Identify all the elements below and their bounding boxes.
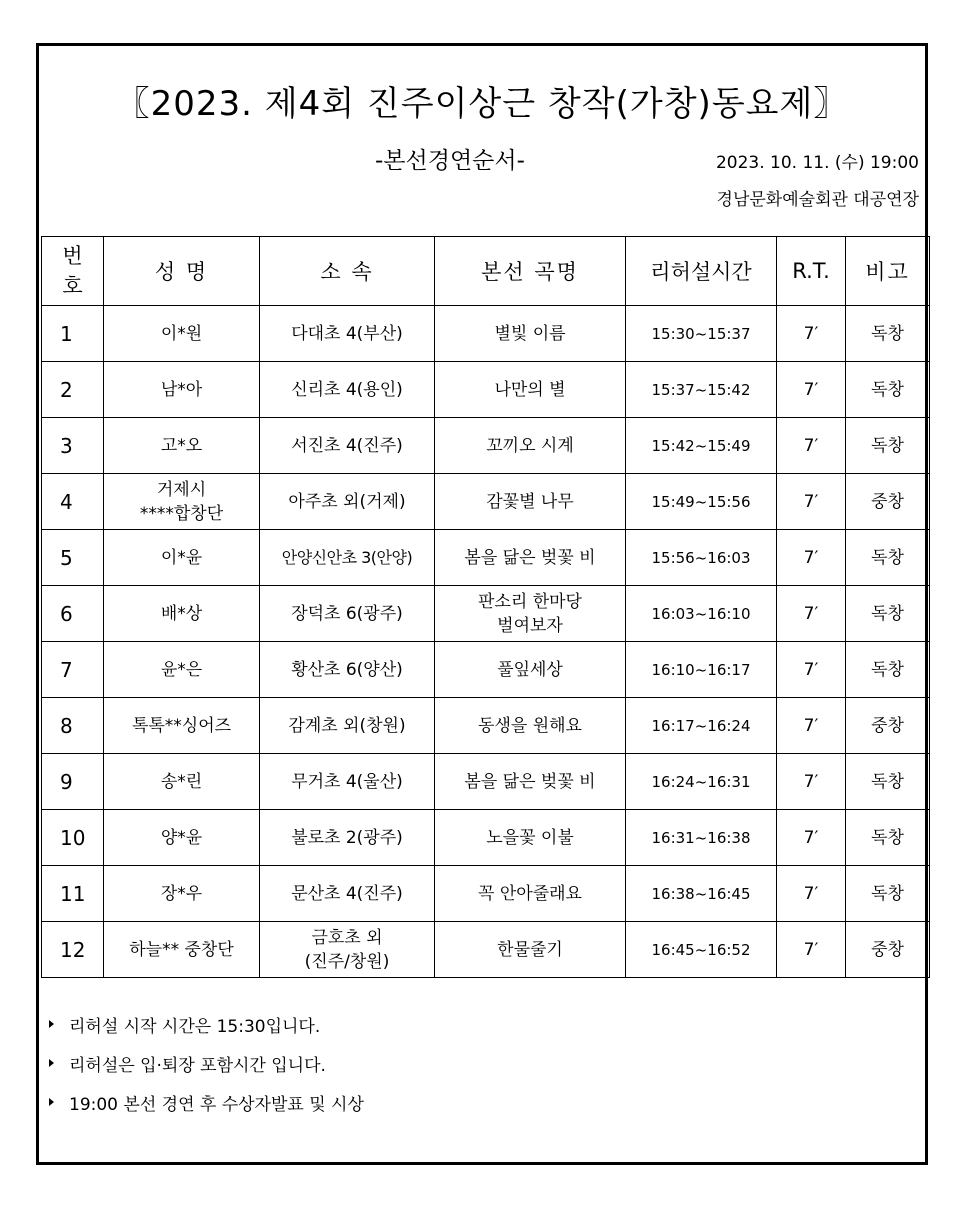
table-row (42, 922, 930, 978)
row-song-line2: 벌여보자 (497, 615, 563, 636)
row-note: 독창 (846, 810, 930, 866)
row-song: 감꽃별 나무 (435, 474, 626, 530)
table-row (42, 530, 930, 586)
row-rt: 7′ (777, 754, 846, 810)
row-number: 6 (42, 586, 104, 642)
row-rt: 7′ (777, 418, 846, 474)
row-name: 이*원 (104, 306, 260, 362)
table-row (42, 362, 930, 418)
row-name: 송*린 (104, 754, 260, 810)
note-text: 리허설은 입·퇴장 포함시간 입니다. (69, 1056, 326, 1076)
row-number: 7 (42, 642, 104, 698)
note-text: 19:00 본선 경연 후 수상자발표 및 시상 (69, 1095, 364, 1115)
header-name: 성 명 (104, 237, 260, 306)
row-name (104, 474, 260, 530)
row-rehearsal-time: 16:10~16:17 (626, 642, 777, 698)
header-number-line1: 번 (62, 244, 83, 268)
row-number: 10 (42, 810, 104, 866)
row-rt: 7′ (777, 362, 846, 418)
row-number: 4 (42, 474, 104, 530)
row-rehearsal-time: 15:49~15:56 (626, 474, 777, 530)
row-song: 나만의 별 (435, 362, 626, 418)
row-affiliation: 황산초 6(양산) (260, 642, 435, 698)
row-note: 중창 (846, 698, 930, 754)
row-song: 꼬끼오 시계 (435, 418, 626, 474)
row-song: 풀잎세상 (435, 642, 626, 698)
row-rt: 7′ (777, 922, 846, 978)
row-note: 독창 (846, 362, 930, 418)
row-number: 8 (42, 698, 104, 754)
event-venue: 경남문화예술회관 대공연장 (716, 190, 919, 210)
table-row (42, 642, 930, 698)
row-affiliation-line1: 금호초 외 (311, 927, 383, 948)
row-number: 5 (42, 530, 104, 586)
header-note: 비고 (846, 237, 930, 306)
performance-order-table (41, 236, 930, 978)
row-affiliation: 다대초 4(부산) (260, 306, 435, 362)
table-row (42, 810, 930, 866)
row-name-line1: 거제시 (156, 479, 207, 500)
row-rehearsal-time: 16:24~16:31 (626, 754, 777, 810)
row-song: 봄을 닮은 벚꽃 비 (435, 530, 626, 586)
row-note: 독창 (846, 642, 930, 698)
table-row (42, 698, 930, 754)
row-note: 독창 (846, 418, 930, 474)
row-note: 독창 (846, 866, 930, 922)
row-rt: 7′ (777, 586, 846, 642)
row-name: 남*아 (104, 362, 260, 418)
row-rehearsal-time: 16:17~16:24 (626, 698, 777, 754)
row-affiliation: 아주초 외(거제) (260, 474, 435, 530)
row-rt: 7′ (777, 642, 846, 698)
row-rehearsal-time: 16:38~16:45 (626, 866, 777, 922)
row-affiliation (260, 922, 435, 978)
row-affiliation: 장덕초 6(광주) (260, 586, 435, 642)
header-affiliation: 소 속 (260, 237, 435, 306)
row-rt: 7′ (777, 698, 846, 754)
row-name: 장*우 (104, 866, 260, 922)
row-song (435, 586, 626, 642)
row-name: 윤*은 (104, 642, 260, 698)
row-affiliation: 불로초 2(광주) (260, 810, 435, 866)
document-frame (36, 43, 928, 1165)
page-title: 〖2023. 제4회 진주이상근 창작(가창)동요제〗 (115, 84, 849, 124)
row-rehearsal-time: 16:45~16:52 (626, 922, 777, 978)
event-datetime: 2023. 10. 11. (수) 19:00 (715, 153, 919, 173)
table-row (42, 866, 930, 922)
table-row (42, 586, 930, 642)
row-rehearsal-time: 15:30~15:37 (626, 306, 777, 362)
row-note: 독창 (846, 586, 930, 642)
bullet-icon (49, 1059, 54, 1067)
note-text: 리허설 시작 시간은 15:30입니다. (69, 1017, 321, 1037)
bullet-icon (49, 1098, 54, 1106)
header-number (42, 237, 104, 306)
row-song: 노을꽃 이불 (435, 810, 626, 866)
row-rehearsal-time: 15:56~16:03 (626, 530, 777, 586)
row-rt: 7′ (777, 530, 846, 586)
row-rehearsal-time: 15:42~15:49 (626, 418, 777, 474)
row-affiliation: 신리초 4(용인) (260, 362, 435, 418)
row-name: 하늘** 중창단 (104, 922, 260, 978)
row-song: 봄을 닮은 벚꽃 비 (435, 754, 626, 810)
row-affiliation: 서진초 4(진주) (260, 418, 435, 474)
row-rt: 7′ (777, 810, 846, 866)
table-row (42, 306, 930, 362)
table-row (42, 754, 930, 810)
row-rehearsal-time: 16:31~16:38 (626, 810, 777, 866)
row-rt: 7′ (777, 474, 846, 530)
row-name: 배*상 (104, 586, 260, 642)
row-affiliation: 감계초 외(창원) (260, 698, 435, 754)
row-song-line1: 판소리 한마당 (478, 591, 582, 612)
row-name: 고*오 (104, 418, 260, 474)
row-name: 이*윤 (104, 530, 260, 586)
page-subtitle: -본선경연순서- (375, 148, 525, 174)
row-number: 9 (42, 754, 104, 810)
header-rt: R.T. (777, 237, 846, 306)
bullet-icon (49, 1020, 54, 1028)
row-affiliation: 안양신안초 3(안양) (260, 530, 435, 586)
row-note: 중창 (846, 474, 930, 530)
header-rehearsal: 리허설시간 (626, 237, 777, 306)
row-name: 톡톡**싱어즈 (104, 698, 260, 754)
row-number: 11 (42, 866, 104, 922)
row-number: 2 (42, 362, 104, 418)
row-affiliation: 무거초 4(울산) (260, 754, 435, 810)
row-song: 동생을 원해요 (435, 698, 626, 754)
header-number-line2: 호 (62, 274, 83, 298)
table-row (42, 418, 930, 474)
header-song: 본선 곡명 (435, 237, 626, 306)
row-name: 양*윤 (104, 810, 260, 866)
row-number: 12 (42, 922, 104, 978)
row-number: 3 (42, 418, 104, 474)
row-rt: 7′ (777, 306, 846, 362)
row-rt: 7′ (777, 866, 846, 922)
row-song: 별빛 이름 (435, 306, 626, 362)
row-note: 독창 (846, 530, 930, 586)
row-note: 중창 (846, 922, 930, 978)
row-affiliation-line2: (진주/창원) (304, 951, 390, 972)
row-song: 꼭 안아줄래요 (435, 866, 626, 922)
row-affiliation: 문산초 4(진주) (260, 866, 435, 922)
row-note: 독창 (846, 306, 930, 362)
table-header-row (42, 237, 930, 306)
row-rehearsal-time: 15:37~15:42 (626, 362, 777, 418)
row-song: 한물줄기 (435, 922, 626, 978)
table-row (42, 474, 930, 530)
row-number: 1 (42, 306, 104, 362)
row-note: 독창 (846, 754, 930, 810)
row-name-line2: ****합창단 (139, 503, 224, 524)
row-rehearsal-time: 16:03~16:10 (626, 586, 777, 642)
